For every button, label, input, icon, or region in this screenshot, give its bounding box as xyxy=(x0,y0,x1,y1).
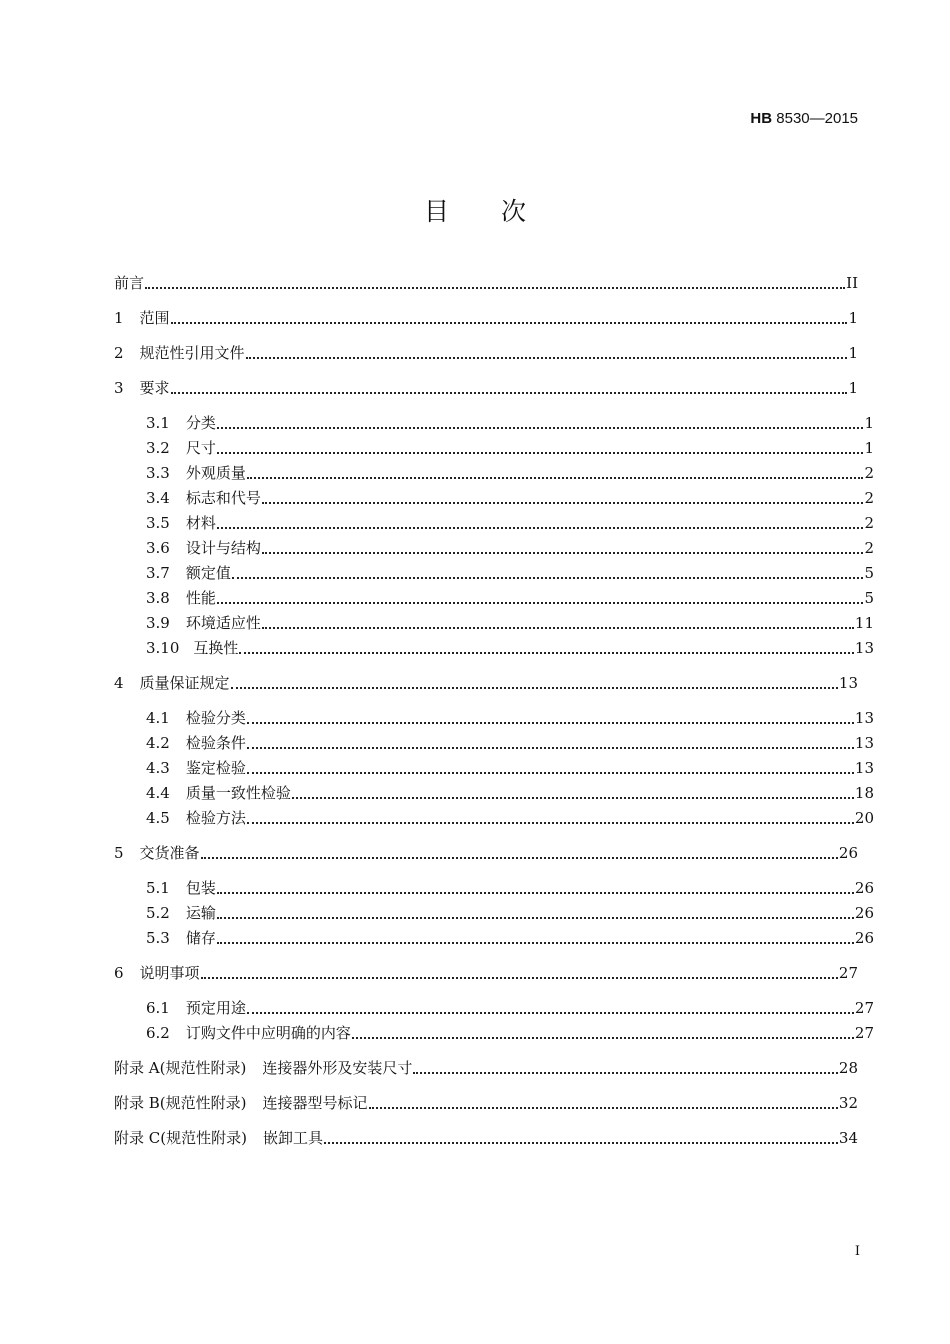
toc-entry-page: 26 xyxy=(838,844,858,862)
toc-entry[interactable] xyxy=(130,877,874,899)
toc-entry-text: 交货准备 xyxy=(139,844,200,862)
toc-entry[interactable] xyxy=(130,637,874,659)
toc-entry[interactable] xyxy=(114,842,858,864)
toc-leader-dots xyxy=(201,963,838,979)
toc-entry-label xyxy=(146,462,246,484)
toc-entry-page: 5 xyxy=(864,564,874,582)
toc-entry[interactable] xyxy=(130,612,874,634)
toc-entry-text: 互换性 xyxy=(193,639,239,657)
toc-entry-label xyxy=(114,1127,323,1149)
toc-entry[interactable] xyxy=(130,512,874,534)
toc-entry-page: 26 xyxy=(854,929,874,947)
toc-entry[interactable] xyxy=(130,782,874,804)
toc-leader-dots xyxy=(171,378,848,394)
toc-entry[interactable] xyxy=(114,1057,858,1079)
toc-entry-label xyxy=(114,842,200,864)
toc-entry-number: 4.5 xyxy=(146,809,170,827)
toc-entry-number: 3.4 xyxy=(146,489,170,507)
toc-entry-page: 2 xyxy=(864,464,874,482)
toc-entry-text: 质量一致性检验 xyxy=(185,784,291,802)
toc-entry-text: 尺寸 xyxy=(185,439,216,457)
toc-entry[interactable] xyxy=(114,307,858,329)
toc-entry[interactable] xyxy=(130,707,874,729)
toc-entry-number: 4.2 xyxy=(146,734,170,752)
toc-entry-page: 2 xyxy=(864,514,874,532)
toc-entry-text: 检验方法 xyxy=(185,809,246,827)
toc-leader-dots xyxy=(324,1128,838,1144)
toc-leader-dots xyxy=(217,588,864,604)
toc-entry-page: 34 xyxy=(838,1129,858,1147)
toc-entry-text: 检验条件 xyxy=(185,734,246,752)
toc-entry[interactable] xyxy=(114,377,858,399)
toc-entry-text: 说明事项 xyxy=(139,964,200,982)
toc-entry-text: 环境适应性 xyxy=(185,614,261,632)
toc-entry-page: 11 xyxy=(854,614,874,632)
toc-entry-label xyxy=(114,307,170,329)
toc-leader-dots xyxy=(247,808,854,824)
toc-entry-text: 前言 xyxy=(114,274,145,292)
toc-leader-dots xyxy=(247,733,854,749)
toc-entry-page: 13 xyxy=(854,759,874,777)
toc-entry-page: 1 xyxy=(848,309,858,327)
toc-entry-number: 附录 A(规范性附录) xyxy=(114,1059,247,1077)
toc-leader-dots xyxy=(232,563,864,579)
toc-entry-page: 1 xyxy=(848,379,858,397)
toc-entry[interactable] xyxy=(114,962,858,984)
toc-entry-label xyxy=(146,707,246,729)
toc-entry-page: 2 xyxy=(864,489,874,507)
toc-entry-label xyxy=(146,782,291,804)
toc-entry-text: 额定值 xyxy=(185,564,231,582)
toc-leader-dots xyxy=(145,273,845,289)
toc-entry-page: 27 xyxy=(854,999,874,1017)
toc-entry-label xyxy=(114,342,245,364)
toc-entry[interactable] xyxy=(114,342,858,364)
toc-entry-text: 储存 xyxy=(185,929,216,947)
toc-entry-label xyxy=(146,997,246,1019)
toc-title-char-2: 次 xyxy=(501,197,527,226)
toc-entry-label xyxy=(114,1092,368,1114)
toc-entry-text: 嵌卸工具 xyxy=(262,1129,323,1147)
page-number: I xyxy=(854,1244,860,1259)
toc-entry-page: 13 xyxy=(854,734,874,752)
toc-entry-label xyxy=(146,412,216,434)
toc-entry-label xyxy=(146,1022,351,1044)
toc-entry-page: 28 xyxy=(838,1059,858,1077)
toc-entry-label xyxy=(114,377,170,399)
toc-entry-text: 鉴定检验 xyxy=(185,759,246,777)
toc-entry[interactable] xyxy=(114,1092,858,1114)
toc-entry-label xyxy=(114,272,144,294)
toc-entry-page: 27 xyxy=(838,964,858,982)
toc-entry[interactable] xyxy=(130,437,874,459)
toc-entry-label xyxy=(114,962,200,984)
toc-leader-dots xyxy=(217,438,864,454)
toc-entry-text: 规范性引用文件 xyxy=(139,344,245,362)
toc-entry[interactable] xyxy=(130,537,874,559)
toc-leader-dots xyxy=(217,928,854,944)
toc-entry-number: 5.2 xyxy=(146,904,170,922)
document-code-number: 8530—2015 xyxy=(772,110,858,127)
toc-entry-page: 20 xyxy=(854,809,874,827)
toc-entry-number: 3.8 xyxy=(146,589,170,607)
toc-entry-text: 包装 xyxy=(185,879,216,897)
toc-entry-text: 性能 xyxy=(185,589,216,607)
toc-entry-number: 5 xyxy=(114,844,124,862)
toc-entry-number: 4 xyxy=(114,674,124,692)
toc-leader-dots xyxy=(171,308,848,324)
toc-entry-page: 26 xyxy=(854,879,874,897)
toc-entry-text: 标志和代号 xyxy=(185,489,261,507)
document-code-prefix: HB xyxy=(750,110,773,127)
toc-entry-text: 连接器型号标记 xyxy=(262,1094,368,1112)
toc-entry-number: 6.1 xyxy=(146,999,170,1017)
toc-entry-page: 32 xyxy=(838,1094,858,1112)
toc-entry-number: 3.3 xyxy=(146,464,170,482)
toc-entry-number: 4.1 xyxy=(146,709,170,727)
toc-entry-label xyxy=(146,732,246,754)
toc-entry-number: 5.1 xyxy=(146,879,170,897)
toc-entry-text: 材料 xyxy=(185,514,216,532)
toc-entry-number: 附录 B(规范性附录) xyxy=(114,1094,247,1112)
toc-entry-label xyxy=(146,807,246,829)
toc-entry-label xyxy=(114,672,230,694)
toc-entry[interactable] xyxy=(114,672,858,694)
toc-leader-dots xyxy=(246,343,848,359)
toc-entry-page: 18 xyxy=(854,784,874,802)
toc-entry[interactable] xyxy=(130,562,874,584)
toc-entry-text: 订购文件中应明确的内容 xyxy=(185,1024,351,1042)
toc-entry[interactable] xyxy=(130,462,874,484)
document-code xyxy=(750,110,858,127)
toc-entry-label xyxy=(146,512,216,534)
toc-leader-dots xyxy=(217,878,854,894)
toc-entry-number: 2 xyxy=(114,344,124,362)
toc-entry-label xyxy=(146,612,261,634)
toc-entry[interactable] xyxy=(130,927,874,949)
toc-entry[interactable] xyxy=(114,272,858,294)
toc-entry-page: 13 xyxy=(854,639,874,657)
toc-entry-number: 4.3 xyxy=(146,759,170,777)
toc-entry-number: 3.10 xyxy=(146,639,180,657)
toc-entry-label xyxy=(146,877,216,899)
toc-leader-dots xyxy=(231,673,838,689)
toc-entry-text: 外观质量 xyxy=(185,464,246,482)
toc-entry-page: 1 xyxy=(864,414,874,432)
toc-entry-text: 设计与结构 xyxy=(185,539,261,557)
toc-entry-label xyxy=(146,587,216,609)
toc-entry-number: 附录 C(规范性附录) xyxy=(114,1129,247,1147)
toc-entry-number: 1 xyxy=(114,309,124,327)
toc-entry-label xyxy=(146,537,261,559)
toc-entry-number: 5.3 xyxy=(146,929,170,947)
toc-entry[interactable] xyxy=(130,587,874,609)
toc-leader-dots xyxy=(217,413,864,429)
toc-entry-page: 5 xyxy=(864,589,874,607)
toc-entry-text: 预定用途 xyxy=(185,999,246,1017)
toc-entry[interactable] xyxy=(130,732,874,754)
toc-entry-text: 运输 xyxy=(185,904,216,922)
toc-entry-page: 2 xyxy=(864,539,874,557)
toc-leader-dots xyxy=(239,638,853,654)
toc-entry-label xyxy=(146,487,261,509)
toc-entry-number: 3 xyxy=(114,379,124,397)
toc-entry-page: 27 xyxy=(854,1024,874,1042)
toc-entry-number: 4.4 xyxy=(146,784,170,802)
toc-entry-label xyxy=(146,927,216,949)
toc-leader-dots xyxy=(262,613,854,629)
toc-leader-dots xyxy=(217,903,854,919)
toc-entry-number: 3.7 xyxy=(146,564,170,582)
toc-entry-text: 分类 xyxy=(185,414,216,432)
toc-entry[interactable] xyxy=(130,997,874,1019)
toc-leader-dots xyxy=(292,783,854,799)
toc-entry-label xyxy=(146,437,216,459)
toc-leader-dots xyxy=(247,758,854,774)
toc-leader-dots xyxy=(201,843,838,859)
toc-entry-label xyxy=(146,637,238,659)
toc-entry[interactable] xyxy=(130,902,874,924)
toc-entry-label xyxy=(146,757,246,779)
toc-entry-number: 3.2 xyxy=(146,439,170,457)
toc-entry[interactable] xyxy=(130,487,874,509)
toc-leader-dots xyxy=(247,998,854,1014)
toc-leader-dots xyxy=(262,488,864,504)
toc-entry[interactable] xyxy=(130,757,874,779)
toc-entry-page: 13 xyxy=(854,709,874,727)
toc-entry[interactable] xyxy=(114,1127,858,1149)
toc-entry-page: 1 xyxy=(864,439,874,457)
toc-entry[interactable] xyxy=(130,1022,874,1044)
toc-entry-page: 26 xyxy=(854,904,874,922)
toc-leader-dots xyxy=(352,1023,854,1039)
toc-entry-page: 1 xyxy=(848,344,858,362)
toc-leader-dots xyxy=(217,513,864,529)
toc-title-char-1: 目 xyxy=(423,197,449,226)
toc-entry-number: 3.9 xyxy=(146,614,170,632)
toc-entry-label xyxy=(146,562,231,584)
toc-leader-dots xyxy=(262,538,864,554)
toc-entry[interactable] xyxy=(130,412,874,434)
toc-entry-text: 连接器外形及安装尺寸 xyxy=(262,1059,413,1077)
toc-entry-text: 质量保证规定 xyxy=(139,674,230,692)
toc-entry-number: 3.5 xyxy=(146,514,170,532)
toc-entry-number: 6.2 xyxy=(146,1024,170,1042)
toc-leader-dots xyxy=(247,463,864,479)
toc-entry-text: 范围 xyxy=(139,309,170,327)
toc-entry-page: 13 xyxy=(838,674,858,692)
toc-entry-text: 要求 xyxy=(139,379,170,397)
toc-entry-label xyxy=(146,902,216,924)
toc-leader-dots xyxy=(413,1058,838,1074)
toc-entry-number: 3.1 xyxy=(146,414,170,432)
toc-leader-dots xyxy=(369,1093,838,1109)
toc-leader-dots xyxy=(247,708,854,724)
toc-entry-text: 检验分类 xyxy=(185,709,246,727)
toc-entry-label xyxy=(114,1057,412,1079)
toc-entry-number: 6 xyxy=(114,964,124,982)
toc-entry[interactable] xyxy=(130,807,874,829)
toc-entry-page: II xyxy=(846,274,858,292)
toc-title xyxy=(0,192,950,228)
toc-entry-number: 3.6 xyxy=(146,539,170,557)
